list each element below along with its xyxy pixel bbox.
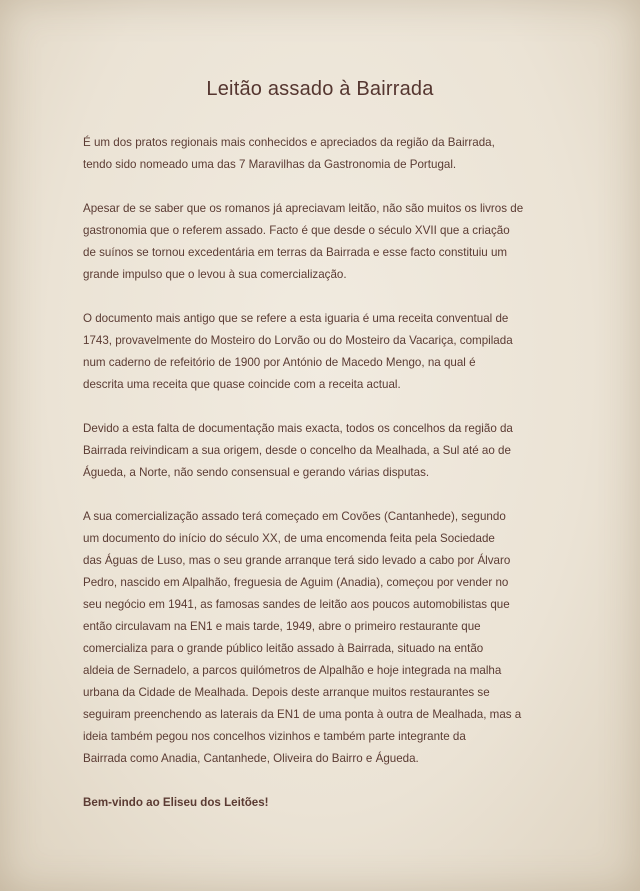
text-line: Devido a esta falta de documentação mais exacta, todos os concelhos da região da <box>83 422 513 435</box>
text-line: num caderno de refeitório de 1900 por António de Macedo Mengo, na qual é <box>83 356 476 369</box>
text-line: comercializa para o grande público leitão assado à Bairrada, situado na então <box>83 642 484 655</box>
text-line: das Águas de Luso, mas o seu grande arranque terá sido levado a cabo por Álvaro <box>83 554 511 567</box>
text-line: então circulavam na EN1 e mais tarde, 1949, abre o primeiro restaurante que <box>83 620 481 633</box>
text-line: Águeda, a Norte, não sendo consensual e gerando várias disputas. <box>83 466 430 479</box>
text-line: O documento mais antigo que se refere a esta iguaria é uma receita conventual de <box>83 312 509 325</box>
page-title: Leitão assado à Bairrada <box>206 78 434 100</box>
paragraph-commercialization <box>83 506 563 770</box>
text-line: tendo sido nomeado uma das 7 Maravilhas da Gastronomia de Portugal. <box>83 158 457 171</box>
text-line: É um dos pratos regionais mais conhecidos e apreciados da região da Bairrada, <box>83 136 495 149</box>
closing-welcome: Bem-vindo ao Eliseu dos Leitões! <box>83 796 269 809</box>
text-line: ideia também pegou nos concelhos vizinhos e também parte integrante da <box>83 730 466 743</box>
paragraph-origin <box>83 418 563 484</box>
text-line: Pedro, nascido em Alpalhão, freguesia de Aguim (Anadia), começou por vender no <box>83 576 509 589</box>
paragraph-intro <box>83 132 563 176</box>
text-line: seguiram preenchendo as laterais da EN1 de uma ponta à outra de Mealhada, mas a <box>83 708 522 721</box>
text-line: Bairrada como Anadia, Cantanhede, Oliveira do Bairro e Águeda. <box>83 752 419 765</box>
document-body <box>83 132 563 836</box>
text-line: 1743, provavelmente do Mosteiro do Lorvão ou do Mosteiro da Vacariça, compilada <box>83 334 513 347</box>
text-line: um documento do início do século XX, de uma encomenda feita pela Sociedade <box>83 532 495 545</box>
text-line: urbana da Cidade de Mealhada. Depois deste arranque muitos restaurantes se <box>83 686 490 699</box>
text-line: Bairrada reivindicam a sua origem, desde o concelho da Mealhada, a Sul até ao de <box>83 444 511 457</box>
text-line: seu negócio em 1941, as famosas sandes de leitão aos poucos automobilistas que <box>83 598 510 611</box>
text-line: grande impulso que o levou à sua comercialização. <box>83 268 347 281</box>
paragraph-document <box>83 308 563 396</box>
text-line: de suínos se tornou excedentária em terras da Bairrada e esse facto constituiu um <box>83 246 508 259</box>
text-line: Apesar de se saber que os romanos já apreciavam leitão, não são muitos os livros de <box>83 202 524 215</box>
text-line: descrita uma receita que quase coincide com a receita actual. <box>83 378 401 391</box>
paragraph-history <box>83 198 563 286</box>
text-line: A sua comercialização assado terá começado em Covões (Cantanhede), segundo <box>83 510 506 523</box>
text-line: gastronomia que o referem assado. Facto é que desde o século XVII que a criação <box>83 224 510 237</box>
text-line: aldeia de Sernadelo, a parcos quilómetros de Alpalhão e hoje integrada na malha <box>83 664 502 677</box>
